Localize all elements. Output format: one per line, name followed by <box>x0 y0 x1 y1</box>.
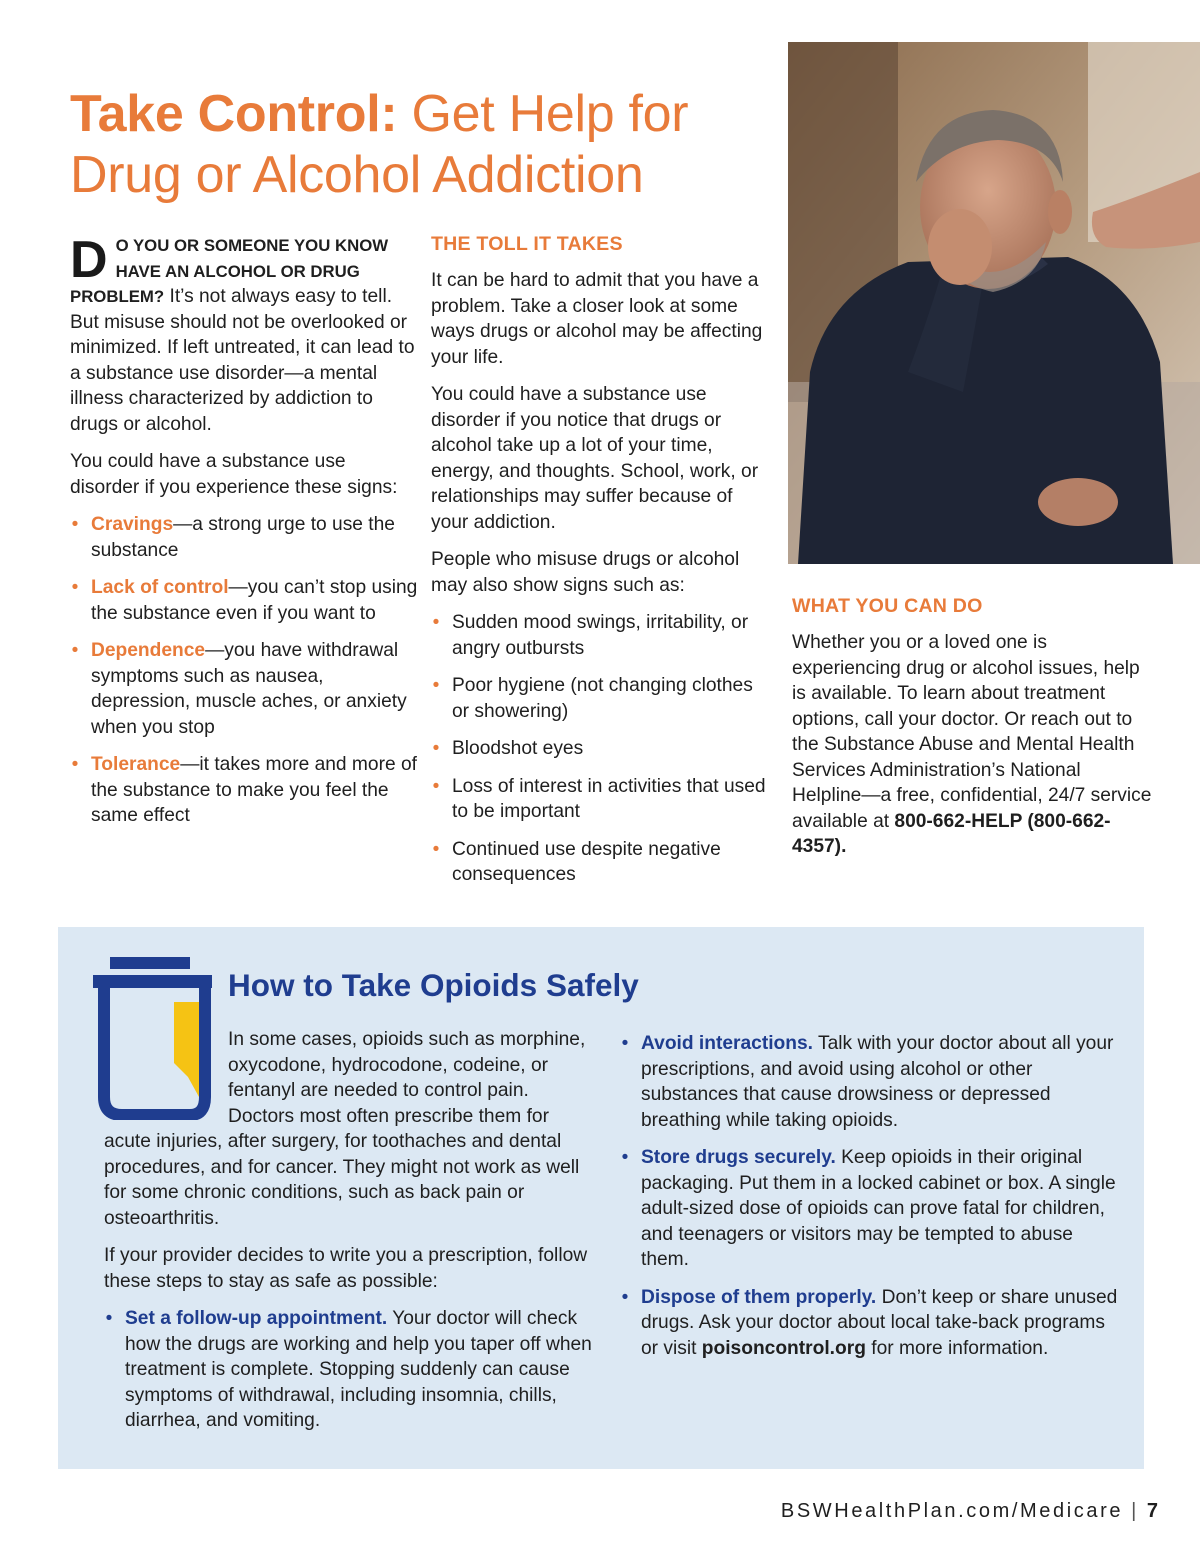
opioids-title: How to Take Opioids Safely <box>228 967 639 1003</box>
man-photo <box>788 42 1200 564</box>
toll-heading: THE TOLL IT TAKES <box>431 233 623 255</box>
bullet-icon: • <box>621 1286 629 1308</box>
step-text: Talk with your doctor about all your prescriptions, and avoid using alcohol or other substances that cause drowsiness or depressed breathing while taking opioids. <box>641 1033 1114 1131</box>
bullet-icon: • <box>432 775 440 797</box>
bullet-icon: • <box>71 754 79 775</box>
opioids-steps-right <box>620 1031 1120 1361</box>
opioids-steps-left <box>104 1306 594 1434</box>
sign-text: —a strong urge to use the substance <box>91 514 395 561</box>
toll-sign: Loss of interest in activities that used to be important <box>452 775 766 822</box>
footer-url[interactable]: BSWHealthPlan.com/Medicare <box>780 1500 1124 1522</box>
page-title <box>70 84 770 206</box>
signs-list <box>70 512 420 829</box>
opioids-left-column <box>104 1027 594 1446</box>
opioids-right-column <box>620 1031 1120 1373</box>
step-text: Your doctor will check how the drugs are working and help you taper off when treatment is complete. Stopping suddenly can cause symptoms of withdrawal, including insomnia, chills, diarrhea, and vomiting. <box>125 1308 592 1431</box>
opioids-paragraph-1: In some cases, opioids such as morphine, oxycodone, hydrocodone, codeine, or fentanyl are needed to control pain. Doctors most often prescribe them for acute injuries, after surgery, for toothaches and dental procedures, and for cancer. They might not work as well for some chronic conditions, such as back pain or osteoarthritis. <box>104 1029 586 1229</box>
step-term: Store drugs securely. <box>641 1147 836 1168</box>
bullet-icon: • <box>71 640 79 661</box>
step-term: Set a follow-up appointment. <box>125 1308 388 1329</box>
intro-column <box>70 233 420 841</box>
intro-paragraph-1 <box>70 233 420 437</box>
list-item <box>70 512 420 563</box>
title-bold: Take Control: <box>70 85 398 143</box>
list-item <box>620 1285 1120 1362</box>
page-number: 7 <box>1146 1500 1158 1522</box>
sign-text: —you can’t stop using the substance even if you want to <box>91 577 418 624</box>
toll-signs-list <box>431 610 771 888</box>
toll-paragraph-1: It can be hard to admit that you have a problem. Take a closer look at some ways drugs or alcohol may be affecting your life. <box>431 270 763 368</box>
what-you-can-do-column <box>792 593 1152 860</box>
bullet-icon: • <box>105 1308 113 1329</box>
list-item <box>431 774 771 825</box>
step-text: Keep opioids in their original packaging. Put them in a locked cabinet or box. A single adult-sized dose of opioids can prove fatal for children, and teenagers or visitors may be tempted to abuse them. <box>641 1147 1116 1270</box>
sign-term: Tolerance <box>91 754 181 775</box>
list-item <box>70 752 420 829</box>
toll-sign: Continued use despite negative consequences <box>452 838 721 885</box>
bullet-icon: • <box>432 738 440 759</box>
what-you-can-do-heading: WHAT YOU CAN DO <box>792 595 983 617</box>
step-text-end: for more information. <box>865 1337 1049 1359</box>
list-item <box>431 610 771 661</box>
poisoncontrol-link[interactable]: poisoncontrol.org <box>701 1337 866 1359</box>
list-item <box>104 1306 594 1434</box>
page-footer <box>781 1500 1158 1523</box>
bullet-icon: • <box>621 1033 629 1054</box>
bullet-icon: • <box>432 612 440 633</box>
sign-term: Lack of control <box>91 577 229 598</box>
step-text: Don’t keep or share unused drugs. Ask your doctor about local take-back programs or visit <box>641 1286 1118 1359</box>
toll-paragraph-2: You could have a substance use disorder if you notice that drugs or alcohol take up a lot of your time, energy, and thoughts. School, work, or relationships may suffer because of your addiction. <box>431 384 759 533</box>
step-term: Avoid interactions. <box>641 1033 814 1054</box>
bullet-icon: • <box>432 838 440 860</box>
sign-text: —you have withdrawal symptoms such as nausea, depression, muscle aches, or anxiety when you stop <box>91 640 407 738</box>
toll-sign: Bloodshot eyes <box>452 738 584 759</box>
bullet-icon: • <box>432 675 440 696</box>
list-item <box>620 1031 1120 1133</box>
drop-cap: D <box>70 231 108 289</box>
intro-p1-text: It’s not always easy to tell. But misuse should not be overlooked or minimized. If left untreated, it can lead to a substance use disorder—a mental illness characterized by addiction to drugs or alcohol. <box>70 286 415 435</box>
helpline-text: Whether you or a loved one is experiencing drug or alcohol issues, help is available. To learn about treatment options, call your doctor. Or reach out to the Substance Abuse and Mental Health Services Administration’s National Helpline—a free, confidential, 24/7 service available at <box>792 632 1152 832</box>
step-term: Dispose of them properly. <box>641 1286 877 1308</box>
toll-sign: Sudden mood swings, irritability, or angry outbursts <box>452 612 749 659</box>
toll-column <box>431 231 771 900</box>
sign-term: Dependence <box>91 640 206 661</box>
what-you-can-do-text <box>792 630 1152 860</box>
opioids-paragraph-2: If your provider decides to write you a prescription, follow these steps to stay as safe as possible: <box>104 1245 588 1292</box>
list-item <box>620 1145 1120 1273</box>
list-item <box>70 575 420 626</box>
footer-separator: | <box>1131 1500 1139 1522</box>
toll-paragraph-3: People who misuse drugs or alcohol may also show signs such as: <box>431 549 740 596</box>
bullet-icon: • <box>621 1147 629 1168</box>
list-item <box>431 736 771 762</box>
intro-lead-caps: O YOU OR SOMEONE YOU KNOW HAVE AN ALCOHOL OR DRUG PROBLEM? <box>70 236 389 306</box>
intro-paragraph-2: You could have a substance use disorder if you experience these signs: <box>70 451 398 498</box>
bullet-icon: • <box>71 577 79 598</box>
helpline-phone: 800-662-HELP (800-662-4357). <box>792 810 1111 857</box>
sign-text: —it takes more and more of the substance to make you feel the same effect <box>91 754 417 826</box>
man-illustration <box>788 42 1200 564</box>
bullet-icon: • <box>71 514 79 535</box>
list-item <box>431 673 771 724</box>
sign-term: Cravings <box>91 514 174 535</box>
title-rest: Get Help for Drug or Alcohol Addiction <box>70 85 689 204</box>
list-item <box>431 837 771 888</box>
toll-sign: Poor hygiene (not changing clothes or showering) <box>452 675 753 722</box>
list-item <box>70 638 420 740</box>
